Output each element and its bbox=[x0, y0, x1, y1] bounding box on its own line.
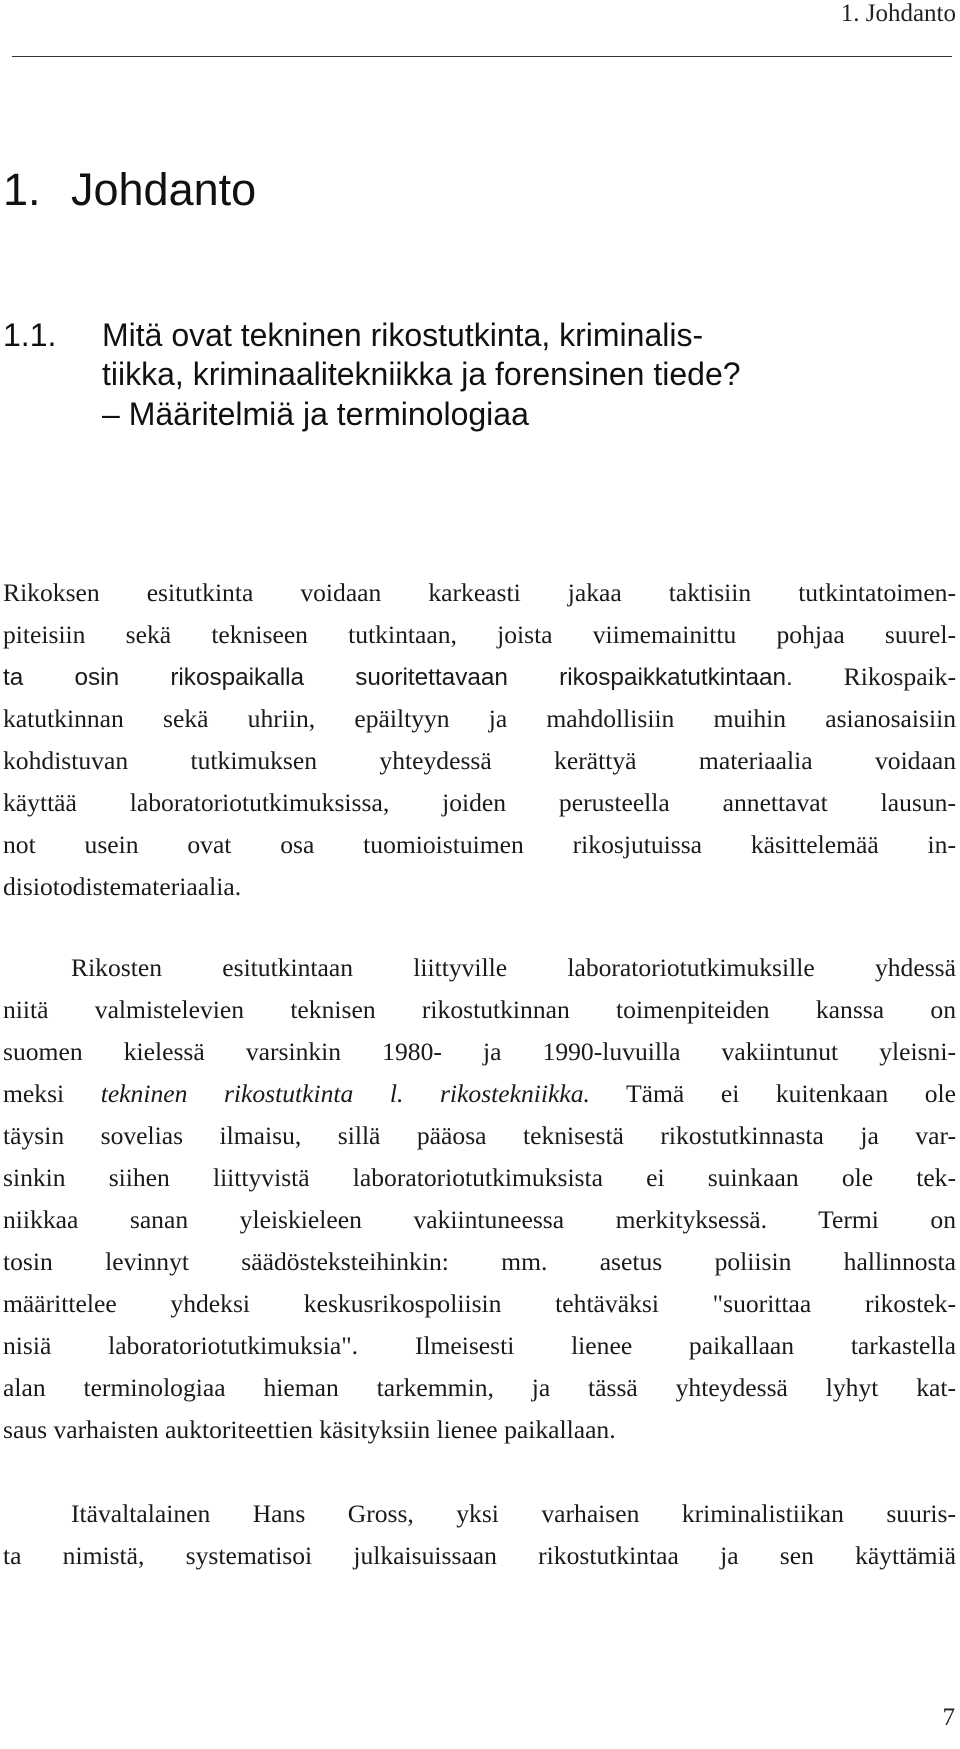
text-line: disiotodistemateriaalia. bbox=[3, 872, 242, 901]
text-line: Rikosten esitutkintaan liittyville laboratoriotutkimuksille yhdessä bbox=[71, 953, 956, 982]
text-line: saus varhaisten auktoriteettien käsityksiin lienee paikallaan. bbox=[3, 1415, 616, 1444]
text-line: niitä valmistelevien teknisen rikostutkinnan toimenpiteiden kanssa on bbox=[3, 995, 956, 1024]
text-line: sinkin siihen liittyvistä laboratoriotutkimuksista ei suinkaan ole tek- bbox=[3, 1163, 956, 1192]
text-line: tosin levinnyt säädösteksteihinkin: mm. asetus poliisin hallinnosta bbox=[3, 1247, 956, 1276]
paragraph-3 bbox=[3, 1493, 956, 1577]
text-line: täysin sovelias ilmaisu, sillä pääosa teknisestä rikostutkinnasta ja var- bbox=[3, 1121, 956, 1150]
text-line: alan terminologiaa hieman tarkemmin, ja tässä yhteydessä lyhyt kat- bbox=[3, 1373, 956, 1402]
text-segment: Rikospaik- bbox=[843, 662, 956, 691]
section-title-line: – Määritelmiä ja terminologiaa bbox=[102, 396, 529, 432]
text-line: suomen kielessä varsinkin 1980- ja 1990-luvuilla vakiintunut yleisni- bbox=[3, 1037, 956, 1066]
text-line bbox=[3, 1073, 956, 1115]
text-line: nisiä laboratoriotutkimuksia". Ilmeisesti lienee paikallaan tarkastella bbox=[3, 1331, 956, 1360]
text-segment: ta osin rikospaikalla suoritettavaan rikospaikkatutkintaan. bbox=[3, 664, 793, 691]
text-line: niikkaa sanan yleiskieleen vakiintuneessa merkityksessä. Termi on bbox=[3, 1205, 956, 1234]
section-number: 1.1. bbox=[3, 317, 57, 353]
section-title-line: Mitä ovat tekninen rikostutkinta, kriminalis- bbox=[102, 317, 704, 353]
chapter-title bbox=[3, 162, 256, 218]
chapter-number: 1. bbox=[3, 164, 41, 215]
text-line: katutkinnan sekä uhriin, epäiltyyn ja mahdollisiin muihin asianosaisiin bbox=[3, 704, 956, 733]
text-line: määrittelee yhdeksi keskusrikospoliisin tehtäväksi "suorittaa rikostek- bbox=[3, 1289, 956, 1318]
text-line: Rikoksen esitutkinta voidaan karkeasti jakaa taktisiin tutkintatoimen- bbox=[3, 578, 956, 607]
text-line: not usein ovat osa tuomioistuimen rikosjutuissa käsittelemää in- bbox=[3, 830, 956, 859]
text-line: käyttää laboratoriotutkimuksissa, joiden perusteella annettavat lausun- bbox=[3, 788, 956, 817]
text-line: piteisiin sekä tekniseen tutkintaan, joista viimemainittu pohjaa suurel- bbox=[3, 620, 956, 649]
section-title-line: tiikka, kriminaalitekniikka ja forensinen tiede? bbox=[102, 356, 741, 392]
text-segment: Tämä ei kuitenkaan ole bbox=[626, 1079, 956, 1108]
text-line: kohdistuvan tutkimuksen yhteydessä kerättyä materiaalia voidaan bbox=[3, 746, 956, 775]
header-rule bbox=[12, 56, 952, 57]
paragraph-2 bbox=[3, 947, 956, 1451]
text-line bbox=[3, 656, 956, 698]
chapter-title-text: Johdanto bbox=[71, 164, 257, 215]
text-line: Itävaltalainen Hans Gross, yksi varhaisen kriminalistiikan suuris- bbox=[71, 1499, 956, 1528]
italic-term: tekninen rikostutkinta l. rikostekniikka. bbox=[100, 1079, 590, 1108]
text-line: ta nimistä, systematisoi julkaisuissaan rikostutkintaa ja sen käyttämiä bbox=[3, 1541, 956, 1570]
text-segment: meksi bbox=[3, 1079, 65, 1108]
running-header: 1. Johdanto bbox=[840, 0, 956, 27]
paragraph-1 bbox=[3, 572, 956, 908]
page-number: 7 bbox=[942, 1704, 955, 1731]
